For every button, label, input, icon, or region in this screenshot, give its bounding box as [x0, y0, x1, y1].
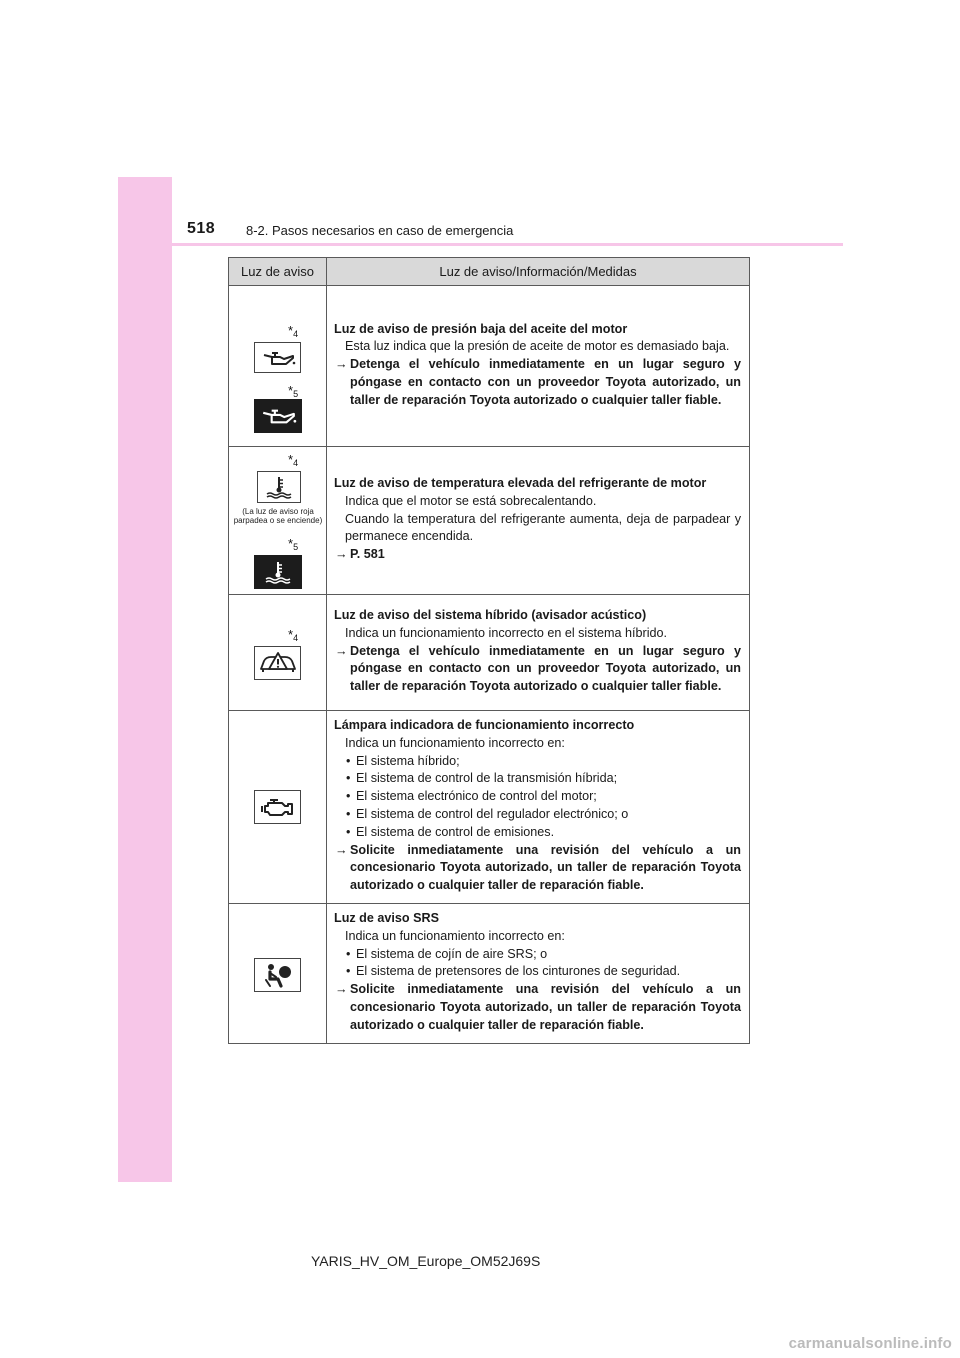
info-cell	[327, 286, 750, 447]
footnote-mark: $*_4$	[288, 452, 299, 468]
icon-caption: (La luz de aviso roja parpadea o se enciende)	[233, 507, 323, 525]
action-item	[334, 981, 741, 1034]
bullet-list	[334, 946, 741, 982]
list-item: • El sistema electrónico de control del motor;	[334, 788, 741, 806]
oil-pressure-light-filled	[254, 399, 302, 433]
arrow-icon: →	[335, 357, 348, 372]
warning-title: Luz de aviso de presión baja del aceite del motor	[334, 321, 628, 336]
list-item: • El sistema de control del regulador electrónico; o	[334, 806, 741, 824]
col-header-light: Luz de aviso	[229, 258, 327, 286]
arrow-icon: →	[335, 547, 348, 562]
section-title: 8-2. Pasos necesarios en caso de emergencia	[246, 223, 514, 238]
description-line: Indica un funcionamiento incorrecto en:	[345, 928, 565, 943]
coolant-temperature-light	[257, 471, 301, 503]
oil-can-icon	[260, 349, 296, 367]
info-cell	[327, 595, 750, 711]
icon-cell	[229, 447, 327, 595]
page-reference: P. 581	[350, 547, 385, 562]
document-code: YARIS_HV_OM_Europe_OM52J69S	[311, 1253, 541, 1269]
list-item: • El sistema de pretensores de los cinturones de seguridad.	[334, 963, 741, 981]
page-number: 518	[187, 220, 216, 237]
description-line: Indica un funcionamiento incorrecto en:	[345, 735, 565, 750]
description-line: Indica un funcionamiento incorrecto en el sistema híbrido.	[345, 625, 668, 640]
table-header-row	[229, 258, 750, 286]
action-item	[334, 546, 741, 564]
header-rule	[172, 243, 843, 246]
list-item: • El sistema de control de la transmisión híbrida;	[334, 770, 741, 788]
side-tab-band	[118, 177, 172, 1182]
description-line: Esta luz indica que la presión de aceite de motor es demasiado baja.	[345, 339, 730, 354]
watermark: carmanualsonline.info	[788, 1335, 952, 1352]
icon-cell	[229, 711, 327, 904]
action-item	[334, 842, 741, 895]
table-row	[229, 711, 750, 904]
action-text: Solicite inmediatamente una revisión del vehículo a un concesionario Toyota autorizado, un taller de reparación Toyota autorizado o cualquier taller de reparación fiable.	[350, 982, 741, 1032]
table-row	[229, 903, 750, 1043]
footnote-mark: $*_5$	[288, 536, 299, 552]
description-line: Cuando la temperatura del refrigerante aumenta, deja de parpadear y permanece encendida.	[345, 511, 741, 544]
list-item: • El sistema híbrido;	[334, 753, 741, 771]
warning-title: Luz de aviso SRS	[334, 910, 439, 925]
icon-cell	[229, 595, 327, 711]
coolant-temperature-light-filled	[254, 555, 302, 589]
warning-lights-table	[228, 257, 750, 1044]
action-text: Detenga el vehículo inmediatamente en un lugar seguro y póngase en contacto con un proveedor Toyota autorizado, un taller de reparación Toyota autorizado o cualquier taller fiable.	[350, 357, 741, 407]
table-row	[229, 447, 750, 595]
list-item: • El sistema de control de emisiones.	[334, 824, 741, 842]
srs-warning-light	[254, 958, 301, 992]
info-cell	[327, 447, 750, 595]
coolant-temperature-icon	[264, 475, 294, 499]
action-text: Solicite inmediatamente una revisión del vehículo a un concesionario Toyota autorizado, un taller de reparación Toyota autorizado o cualquier taller de reparación fiable.	[350, 842, 741, 893]
table-row	[229, 286, 750, 447]
footnote-mark: $*_4$	[288, 627, 299, 643]
icon-cell	[229, 903, 327, 1043]
malfunction-indicator-lamp	[254, 790, 301, 824]
info-cell	[327, 711, 750, 904]
action-item	[334, 356, 741, 409]
bullet-list	[334, 753, 741, 842]
col-header-info: Luz de aviso/Información/Medidas	[327, 258, 750, 286]
warning-title: Lámpara indicadora de funcionamiento incorrecto	[334, 718, 635, 732]
warning-title: Luz de aviso de temperatura elevada del refrigerante de motor	[334, 476, 707, 490]
warning-title: Luz de aviso del sistema híbrido (avisador acústico)	[334, 608, 647, 622]
info-cell	[327, 903, 750, 1043]
action-item	[334, 643, 741, 696]
oil-can-icon	[259, 406, 297, 426]
action-text: Detenga el vehículo inmediatamente en un lugar seguro y póngase en contacto con un proveedor Toyota autorizado, un taller de reparación Toyota autorizado o cualquier taller fiable.	[350, 643, 741, 694]
description-line: Indica que el motor se está sobrecalentando.	[345, 493, 597, 508]
list-item: • El sistema de cojín de aire SRS; o	[334, 946, 741, 964]
srs-airbag-icon	[262, 962, 294, 988]
arrow-icon: →	[335, 982, 348, 997]
oil-pressure-light	[254, 342, 301, 373]
footnote-mark: $*_4$	[288, 323, 299, 339]
footnote-mark: $*_5$	[288, 383, 299, 399]
arrow-icon: →	[335, 643, 348, 658]
coolant-temperature-icon	[263, 560, 293, 584]
check-engine-icon	[261, 796, 295, 818]
icon-cell	[229, 286, 327, 447]
table-row	[229, 595, 750, 711]
arrow-icon: →	[335, 842, 348, 857]
hybrid-system-warning-icon	[258, 651, 298, 675]
hybrid-system-light	[254, 646, 301, 680]
